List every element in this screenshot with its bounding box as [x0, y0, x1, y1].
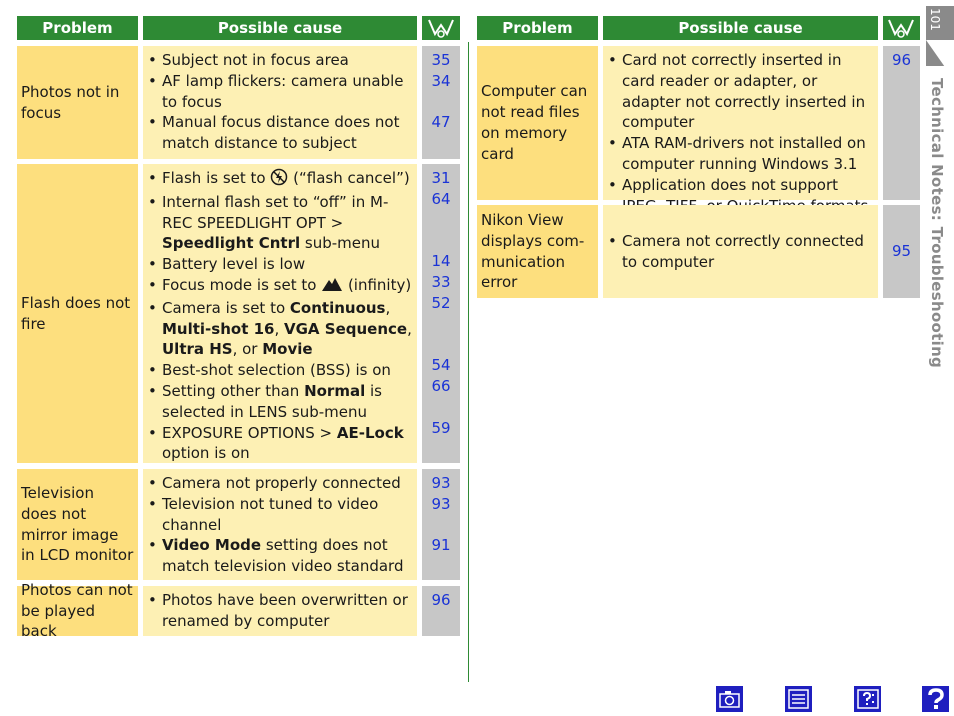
page-link[interactable]: 93	[431, 494, 451, 513]
page-link	[422, 92, 460, 113]
right-row2-problem	[477, 205, 598, 298]
page-tab-corner	[926, 40, 954, 80]
cause-item: • ATA RAM-drivers not installed on computer running Windows 3.1	[607, 133, 874, 175]
page-link[interactable]: 14	[431, 252, 451, 271]
problem-label: Television does not mirror image in LCD monitor	[21, 483, 134, 565]
cause-item: • Battery level is low	[147, 254, 413, 275]
problem-label: Flash does not fire	[21, 293, 131, 333]
page-link	[422, 210, 460, 231]
page-link[interactable]: 59	[431, 418, 451, 437]
camera-nav-button[interactable]	[716, 686, 743, 712]
page-link[interactable]: 33	[431, 272, 451, 291]
left-header-problem: Problem	[17, 16, 138, 40]
question-nav-button[interactable]	[922, 686, 949, 712]
cause-item: • Television not tuned to video channel	[147, 494, 413, 536]
cause-item: • Photos have been overwritten or renamed by computer	[147, 590, 413, 632]
left-row2-causes	[143, 164, 417, 463]
page-link[interactable]: 35	[431, 51, 451, 69]
cause-item: • Focus mode is set to (infinity)	[147, 275, 413, 298]
left-row1-problem	[17, 46, 138, 159]
left-row3-pages	[422, 469, 460, 580]
cause-item: • Camera is set to Continuous, Multi-shot 16, VGA Sequence, Ultra HS, or Movie	[147, 298, 413, 360]
right-header-problem: Problem	[477, 16, 598, 40]
help-icon	[857, 689, 879, 709]
page-link[interactable]: 93	[431, 474, 451, 492]
cause-item: • Card not correctly inserted in card reader or adapter, or adapter not correctly inserted in computer	[607, 50, 874, 133]
page-link[interactable]: 96	[431, 591, 451, 609]
cause-item: • Subject not in focus area	[147, 50, 413, 71]
left-row4-causes	[143, 586, 417, 636]
page-link[interactable]: 31	[431, 169, 451, 187]
page-link[interactable]: 64	[431, 189, 451, 208]
left-row2-problem	[17, 164, 138, 463]
cause-item: • Flash is set to (“flash cancel”)	[147, 168, 413, 192]
infinity-mountain-icon	[321, 276, 343, 298]
problem-label: Computer can not read files on memory card	[481, 82, 588, 163]
page-link	[422, 515, 460, 536]
right-header-reference-icon	[883, 16, 920, 40]
right-row1-pages	[883, 46, 920, 200]
page-link	[422, 314, 460, 335]
page-link[interactable]: 95	[891, 242, 912, 261]
right-row1-problem	[477, 46, 598, 200]
left-row4-pages	[422, 586, 460, 636]
left-row3-problem	[17, 469, 138, 580]
help-nav-button[interactable]	[854, 686, 881, 712]
page-link	[422, 397, 460, 418]
question-icon	[925, 688, 947, 710]
left-header-reference-icon	[422, 16, 460, 40]
problem-label: Photos not in focus	[21, 82, 120, 122]
page-number: 101	[928, 8, 942, 31]
contents-nav-button[interactable]	[785, 686, 812, 712]
column-divider	[468, 42, 469, 682]
section-title: Technical Notes: Troubleshooting	[928, 78, 946, 369]
left-header-cause: Possible cause	[143, 16, 417, 40]
flash-cancel-icon	[270, 168, 288, 192]
page-link[interactable]: 54	[431, 356, 451, 375]
left-row4-problem	[17, 580, 138, 641]
cause-item: • Video Mode setting does not match television video standard	[147, 535, 413, 577]
right-row1-causes	[603, 46, 878, 200]
page-link[interactable]: 91	[431, 536, 451, 555]
page-link[interactable]: 47	[431, 113, 451, 132]
cause-item: • AF lamp flickers: camera unable to focus	[147, 71, 413, 113]
cause-item: • Internal flash set to “off” in M-REC SPEEDLIGHT OPT > Speedlight Cntrl sub-menu	[147, 192, 413, 254]
problem-label: Nikon View displays com-munication error	[481, 210, 585, 292]
left-row1-causes	[143, 46, 417, 159]
left-row3-causes	[143, 469, 417, 580]
page-link	[422, 230, 460, 251]
cause-item: • EXPOSURE OPTIONS > AE-Lock option is on	[147, 423, 413, 465]
right-row2-causes	[603, 205, 878, 298]
cause-item: • Best-shot selection (BSS) is on	[147, 360, 413, 381]
problem-label: Photos can not be played back	[21, 580, 133, 641]
cause-item: • Setting other than Normal is selected in LENS sub-menu	[147, 381, 413, 423]
page-link[interactable]: 66	[431, 376, 451, 395]
page-link[interactable]: 96	[891, 51, 912, 69]
contents-icon	[788, 689, 809, 709]
right-row2-pages	[883, 205, 920, 298]
left-row2-pages	[422, 164, 460, 463]
cause-item: • Manual focus distance does not match distance to subject	[147, 112, 413, 154]
page-link[interactable]: 34	[431, 71, 451, 90]
page-link[interactable]: 52	[431, 293, 451, 312]
cause-item: • Camera not correctly connected to computer	[607, 231, 874, 273]
cause-item: • Camera not properly connected	[147, 473, 413, 494]
right-header-cause: Possible cause	[603, 16, 878, 40]
left-row1-pages	[422, 46, 460, 159]
camera-icon	[719, 690, 740, 708]
page-link	[422, 334, 460, 355]
cause-item: • Application does not support	[607, 175, 874, 217]
